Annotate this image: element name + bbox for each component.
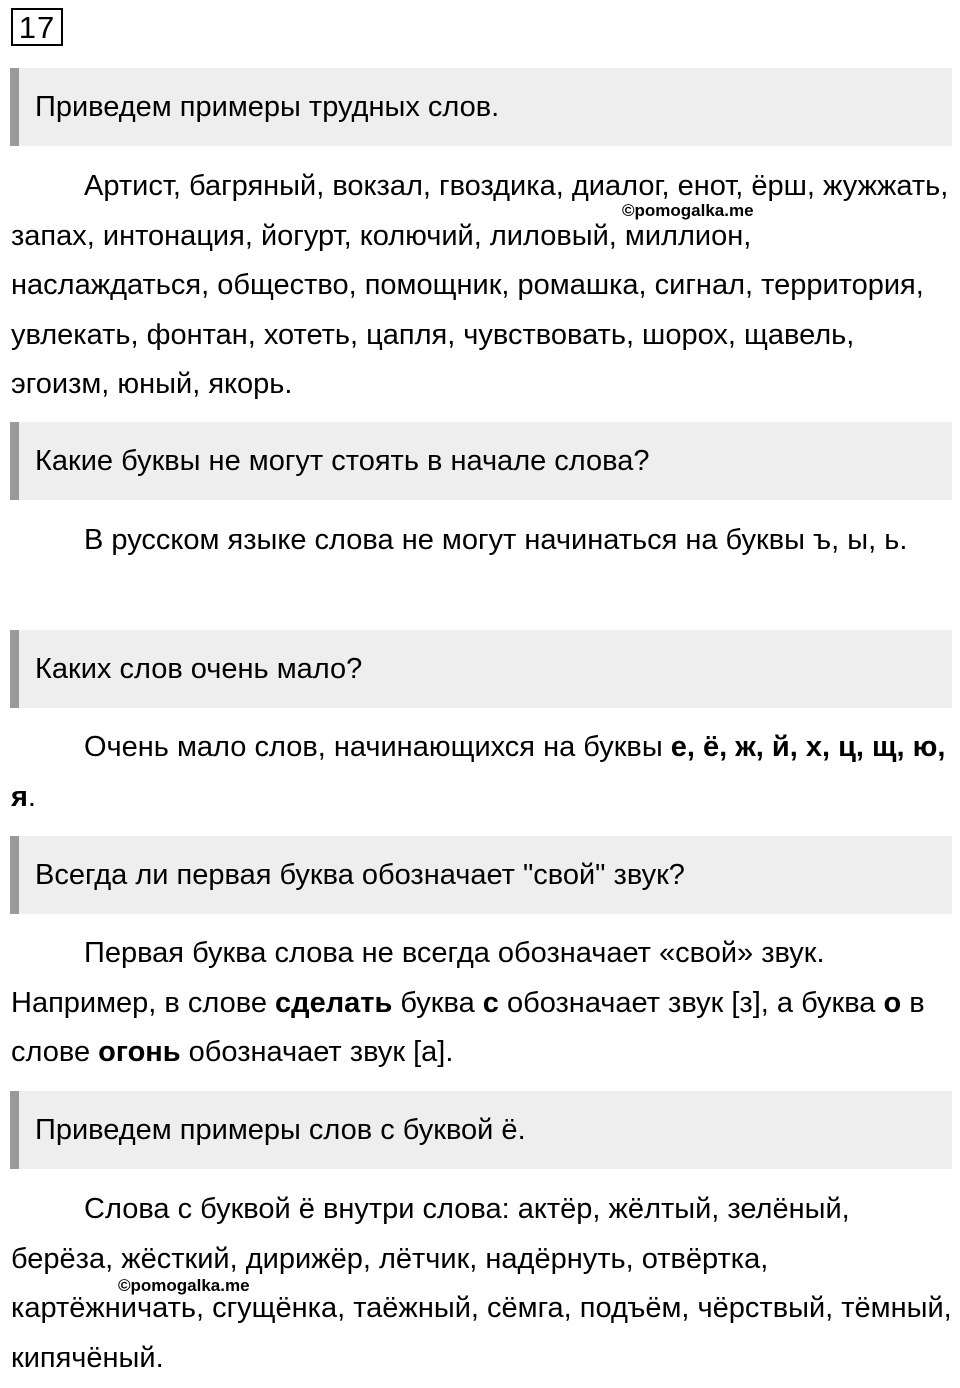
answer-3-letters: е, ё, ж, й, х, ц, щ, ю, я <box>11 731 946 813</box>
question-heading-4: Всегда ли первая буква обозначает "свой" звук? <box>10 836 952 914</box>
question-heading-3: Каких слов очень мало? <box>10 630 952 708</box>
answer-4-letter-o: о <box>883 986 902 1019</box>
answer-4-letter-s: с <box>482 986 499 1019</box>
page-number: 17 <box>11 8 63 46</box>
question-heading-2: Какие буквы не могут стоять в начале слова? <box>10 422 952 500</box>
answer-text-2: В русском языке слова не могут начинаться на буквы ъ, ы, ь. <box>84 524 908 556</box>
answer-4-part: обозначает звук [з], а буква <box>498 986 884 1019</box>
answer-4-part: обозначает звук [а]. <box>180 1036 454 1068</box>
answer-4-part: в слове <box>11 986 925 1068</box>
answer-4-word-ogon: огонь <box>98 1036 181 1068</box>
watermark: ©pomogalka.me <box>118 1276 250 1295</box>
answer-text-1: Артист, багряный, вокзал, гвоздика, диалог, енот, ёрш, жужжать, запах, интонация, йогурт, колючий, лиловый, миллион, наслаждаться, общество, помощник, ромашка, сигнал, территория, увлекать, фонтан, хотеть, цапля, чувствовать, шорох, щавель, эгоизм, юный, якорь. <box>11 170 949 400</box>
answer-4-part: буква <box>392 986 483 1019</box>
answer-3-text: Очень мало слов, начинающихся на буквы <box>84 731 671 763</box>
answer-text-5: Слова с буквой ё внутри слова: актёр, жёлтый, зелёный, берёза, жёсткий, дирижёр, лётчик, надёрнуть, отвёртка, картёжничать, сгущёнка, таёжный, сёмга, подъём, чёрствый, тёмный, кипячёный. <box>11 1193 952 1374</box>
answer-3-end: . <box>27 780 36 813</box>
answer-text-4 <box>11 929 956 1078</box>
question-heading-1: Приведем примеры трудных слов. <box>10 68 952 146</box>
question-heading-5: Приведем примеры слов с буквой ё. <box>10 1091 952 1169</box>
answer-4-word-sdelat: сделать <box>275 986 393 1019</box>
watermark: ©pomogalka.me <box>622 201 754 220</box>
answer-text-3 <box>11 723 956 822</box>
answer-4-part: Первая буква слова не всегда обозначает «свой» звук. Например, в слове <box>11 937 825 1019</box>
